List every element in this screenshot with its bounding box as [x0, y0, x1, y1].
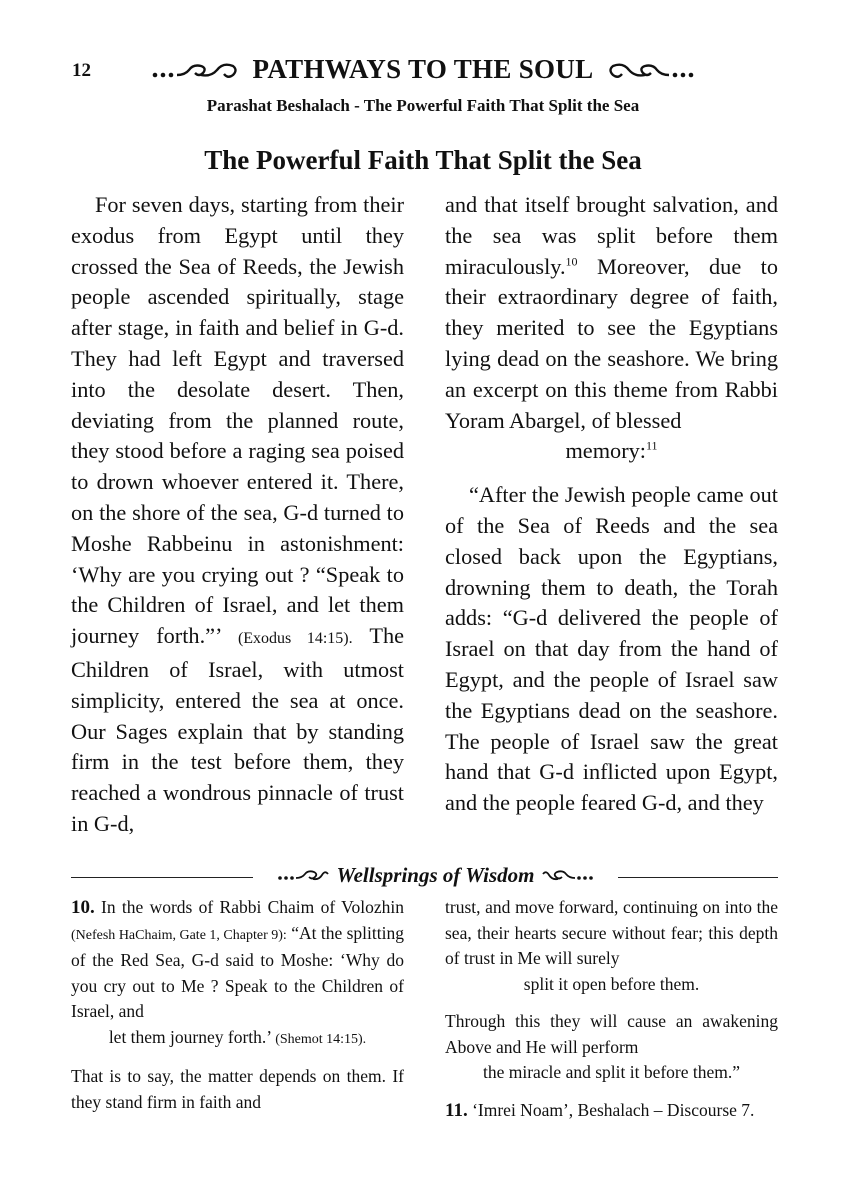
left-column [71, 190, 404, 840]
footnote-10-text-b: “At the splitting of the Red Sea, G-d said to Moshe: ‘Why do you cry out to Me ? Speak to the Children of Israel, and [71, 922, 404, 1021]
exodus-reference: (Exodus 14:15). [237, 630, 353, 648]
footnote-ref-10: 10 [565, 254, 578, 269]
footnote-ref-11: 11 [645, 438, 658, 453]
divider-line-right [618, 877, 778, 878]
page-subtitle: Parashat Beshalach - The Powerful Faith That Split the Sea [206, 96, 640, 115]
divider-line-left [71, 877, 253, 878]
footnote-10-text-a: In the words of Rabbi Chaim of Volozhin [101, 897, 404, 917]
page-number: 12 [72, 60, 91, 81]
ornament-right-icon [607, 58, 695, 82]
right-text-b: Moreover, due to their extraordinary degree of faith, they merited to see the Egyptians lying dead on the seashore. We bring an excerpt on this theme from Rabbi Yoram Abargel, of blessed [445, 253, 779, 433]
running-header [0, 52, 846, 85]
footnote-cont-para1-last: split it open before them. [523, 973, 700, 994]
ornament-left-icon [151, 58, 239, 82]
divider-center [253, 863, 618, 888]
right-column [445, 190, 778, 819]
article-title: The Powerful Faith That Split the Sea [204, 145, 642, 175]
right-last-line: memory:$^{11}$ [565, 438, 658, 464]
footnote-10-ref1: (Nefesh HaChaim, Gate 1, Chapter 9): [71, 927, 287, 943]
footnote-10-ref2: (Shemot 14:15). [275, 1031, 367, 1047]
divider-ornament-left-icon [277, 867, 329, 885]
running-title: PATHWAYS TO THE SOUL [252, 54, 594, 85]
footnote-cont-para2-last: the miracle and split it before them.” [482, 1062, 741, 1082]
footnote-10 [71, 895, 404, 1052]
footnote-11-text: ‘Imrei Noam’, Beshalach – Discourse 7. [472, 1099, 755, 1120]
left-paragraph [71, 190, 404, 840]
left-text-a: For seven days, starting from their exodus from Egypt until they crossed the Sea of Reeds, the Jewish people ascended spiritually, stage after stage, in faith and belief in G-d. They had left Egypt and traversed into the desolate desert. Then, deviating from the planned route, they stood before a raging sea poised to drown whoever entered it. There, on the shore of the sea, G-d turned to Moshe Rabbeinu in astonishment: ‘Why are you crying out ? “Speak to the Children of Israel, and let them journey forth.”’ [71, 192, 404, 649]
divider-label: Wellsprings of Wisdom [336, 863, 535, 887]
right-paragraph-1 [445, 190, 778, 467]
divider-ornament-right-icon [542, 867, 594, 885]
footnote-11-number: 11. [445, 1099, 468, 1121]
footnote-10-last-line: let them journey forth.’ (Shemot 14:15). [108, 1026, 367, 1047]
footnotes-right [445, 895, 778, 1123]
footnote-10-number: 10. [71, 897, 95, 918]
footnote-10-para2: That is to say, the matter depends on them. If they stand firm in faith and [71, 1066, 404, 1112]
footnote-cont-para1: trust, and move forward, continuing on into the sea, their hearts secure without fear; this depth of trust in Me will surely split it open before them. [445, 895, 778, 997]
footnote-11 [445, 1098, 778, 1124]
right-text-a: and that itself brought salvation, and the sea was split before them miraculously. [445, 192, 778, 279]
footer-divider [71, 863, 778, 891]
footnote-cont-para2: Through this they will cause an awakening Above and He will perform the miracle and split it before them.” [445, 1009, 778, 1086]
left-text-b: The Children of Israel, with utmost simplicity, entered the sea at once. Our Sages explain that by standing firm in the test before them, they reached a wondrous pinnacle of trust in G-d, [71, 623, 404, 836]
right-paragraph-2: “After the Jewish people came out of the Sea of Reeds and the sea closed back upon the Egyptians, drowning them to death, the Torah adds: “G-d delivered the people of Israel on that day from the hand of Egypt, and the people of Israel saw the Egyptians dead on the seashore. The people of Israel saw the great hand that G-d inflicted upon Egypt, and the people feared G-d, and they [445, 482, 778, 816]
footnotes-left [71, 895, 404, 1115]
